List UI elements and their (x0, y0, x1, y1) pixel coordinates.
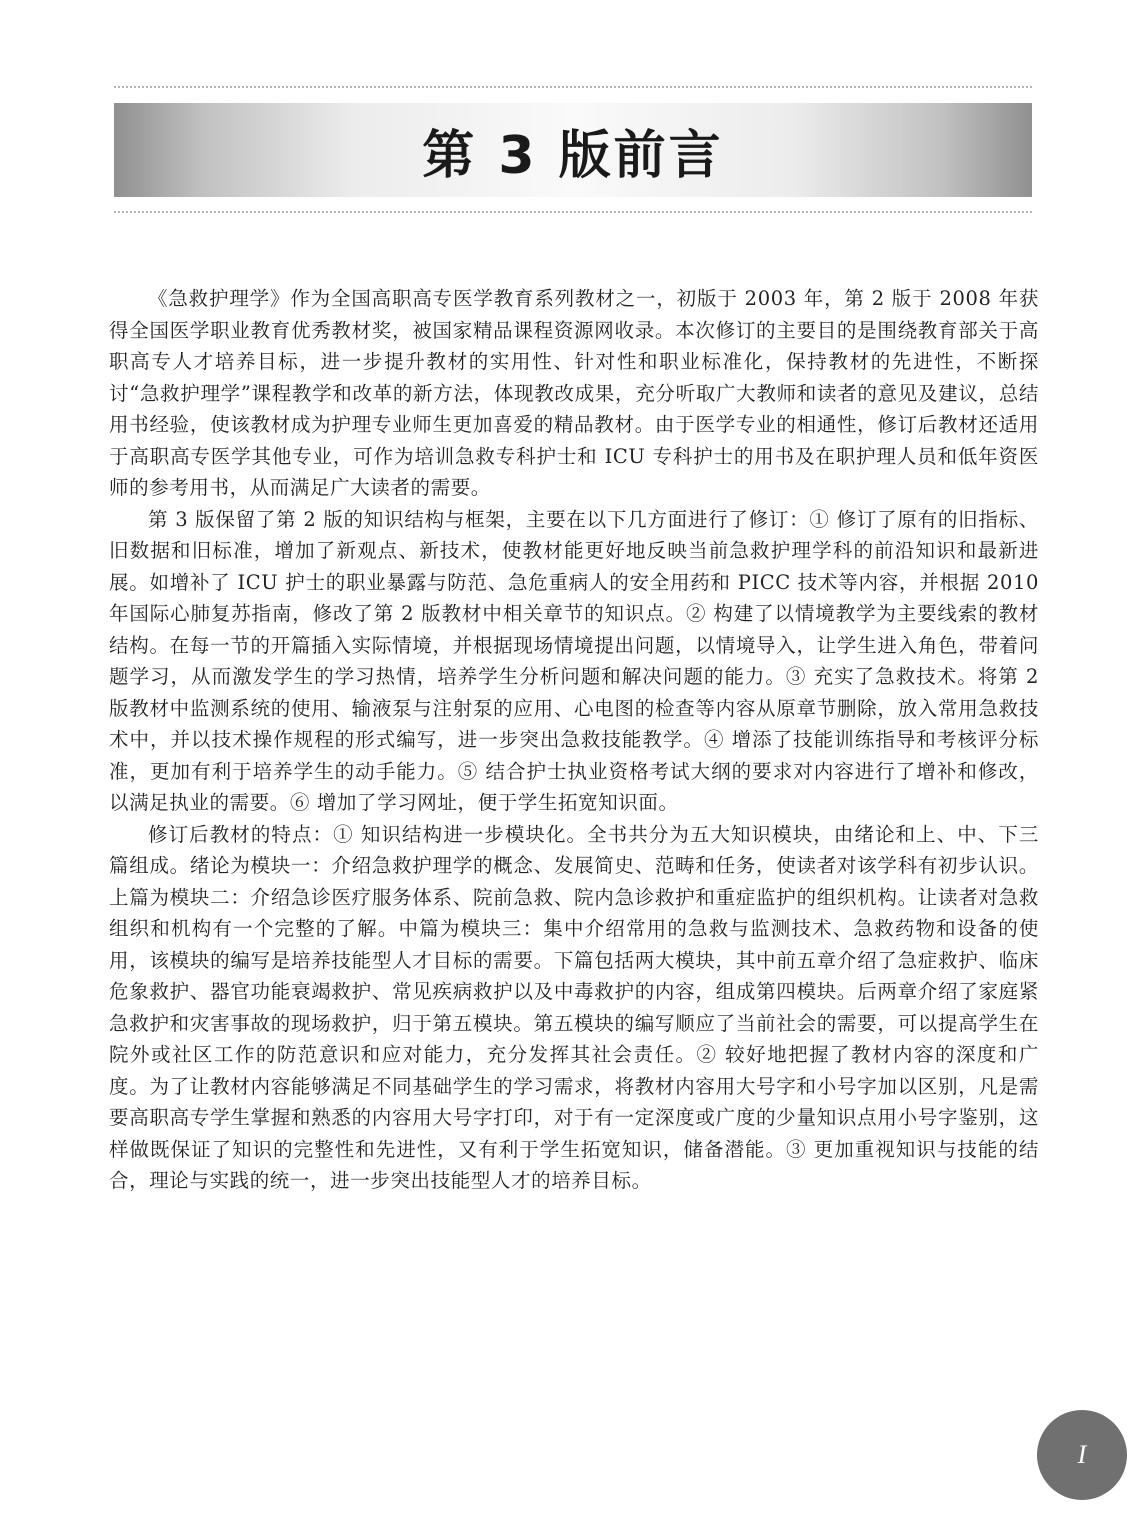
title-banner (114, 103, 1032, 197)
paragraph-features: 修订后教材的特点：① 知识结构进一步模块化。全书共分为五大知识模块，由绪论和上、中、下三篇组成。绪论为模块一：介绍急救护理学的概念、发展简史、范畴和任务，使读者对该学科有初步认识。上篇为模块二：介绍急诊医疗服务体系、院前急救、院内急诊救护和重症监护的组织机构。让读者对急救组织和机构有一个完整的了解。中篇为模块三：集中介绍常用的急救与监测技术、急救药物和设备的使用，该模块的编写是培养技能型人才目标的需要。下篇包括两大模块，其中前五章介绍了急症救护、临床危象救护、器官功能衰竭救护、常见疾病救护以及中毒救护的内容，组成第四模块。后两章介绍了家庭紧急救护和灾害事故的现场救护，归于第五模块。第五模块的编写顺应了当前社会的需要，可以提高学生在院外或社区工作的防范意识和应对能力，充分发挥其社会责任。② 较好地把握了教材内容的深度和广度。为了让教材内容能够满足不同基础学生的学习需求，将教材内容用大号字和小号字加以区别，凡是需要高职高专学生掌握和熟悉的内容用大号字打印，对于有一定深度或广度的少量知识点用小号字鉴别，这样做既保证了知识的完整性和先进性，又有利于学生拓宽知识，储备潜能。③ 更加重视知识与技能的结合，理论与实践的统一，进一步突出技能型人才的培养目标。 (109, 822, 1039, 1192)
page-title: 第 3 版前言 (422, 125, 724, 186)
preface-body (109, 283, 1039, 1197)
header-dotted-rule-bottom (114, 211, 1032, 213)
header-dotted-rule-top (114, 86, 1032, 88)
page-number: I (1077, 1440, 1087, 1469)
paragraph-intro: 《急救护理学》作为全国高职高专医学教育系列教材之一，初版于 2003 年，第 2 版于 2008 年获得全国医学职业教育优秀教材奖，被国家精品课程资源网收录。本次修订的主要目的是围绕教育部关于高职高专人才培养目标，进一步提升教材的实用性、针对性和职业标准化，保持教材的先进性，不断探讨“急救护理学”课程教学和改革的新方法，体现教改成果，充分听取广大教师和读者的意见及建议，总结用书经验，使该教材成为护理专业师生更加喜爱的精品教材。由于医学专业的相通性，修订后教材还适用于高职高专医学其他专业，可作为培训急救专科护士和 ICU 专科护士的用书及在职护理人员和低年资医师的参考用书，从而满足广大读者的需要。 (109, 287, 1039, 499)
paragraph-revisions: 第 3 版保留了第 2 版的知识结构与框架，主要在以下几方面进行了修订：① 修订了原有的旧指标、旧数据和旧标准，增加了新观点、新技术，使教材能更好地反映当前急救护理学科的前沿知识和最新进展。如增补了 ICU 护士的职业暴露与防范、急危重病人的安全用药和 PICC 技术等内容，并根据 2010 年国际心肺复苏指南，修改了第 2 版教材中相关章节的知识点。② 构建了以情境教学为主要线索的教材结构。在每一节的开篇插入实际情境，并根据现场情境提出问题，以情境导入，让学生进入角色，带着问题学习，从而激发学生的学习热情，培养学生分析问题和解决问题的能力。③ 充实了急救技术。将第 2 版教材中监测系统的使用、输液泵与注射泵的应用、心电图的检查等内容从原章节删除，放入常用急救技术中，并以技术操作规程的形式编写，进一步突出急救技能教学。④ 增添了技能训练指导和考核评分标准，更加有利于培养学生的动手能力。⑤ 结合护士执业资格考试大纲的要求对内容进行了增补和修改，以满足执业的需要。⑥ 增加了学习网址，便于学生拓宽知识面。 (109, 507, 1039, 814)
page-number-badge (1037, 1410, 1127, 1500)
